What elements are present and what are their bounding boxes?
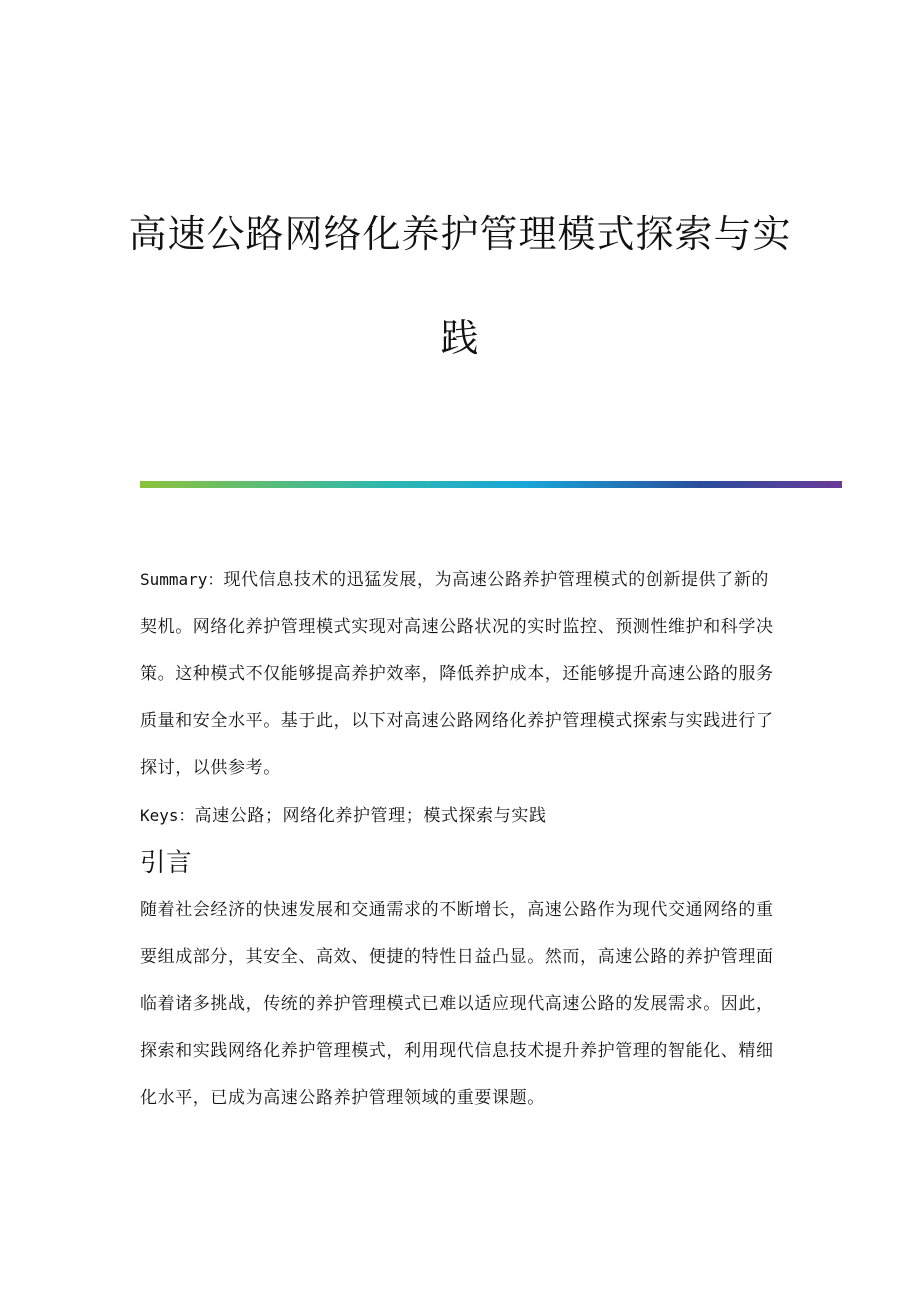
- document-title: [80, 182, 840, 390]
- intro-paragraph: 随着社会经济的快速发展和交通需求的不断增长，高速公路作为现代交通网络的重要组成部分，其安全、高效、便捷的特性日益凸显。然而，高速公路的养护管理面临着诸多挑战，传统的养护管理模式已难以适应现代高速公路的发展需求。因此，探索和实践网络化养护管理模式，利用现代信息技术提升养护管理的智能化、精细化水平，已成为高速公路养护管理领域的重要课题。: [140, 900, 774, 1108]
- title-line-2: 践: [440, 316, 480, 360]
- keys-label: Keys：: [140, 806, 195, 825]
- title-line-1: 高速公路网络化养护管理模式探索与实: [128, 212, 792, 256]
- intro-heading: 引言: [140, 848, 193, 878]
- keys-paragraph: [140, 792, 780, 840]
- document-body: [140, 556, 780, 1122]
- keys-text: 高速公路；网络化养护管理；模式探索与实践: [194, 806, 547, 826]
- gradient-divider: [140, 481, 842, 488]
- summary-paragraph: [140, 556, 780, 792]
- summary-label: Summary：: [140, 570, 224, 589]
- summary-text: 现代信息技术的迅猛发展，为高速公路养护管理模式的创新提供了新的契机。网络化养护管理模式实现对高速公路状况的实时监控、预测性维护和科学决策。这种模式不仅能够提高养护效率，降低养护成本，还能够提升高速公路的服务质量和安全水平。基于此，以下对高速公路网络化养护管理模式探索与实践进行了探讨，以供参考。: [140, 570, 774, 778]
